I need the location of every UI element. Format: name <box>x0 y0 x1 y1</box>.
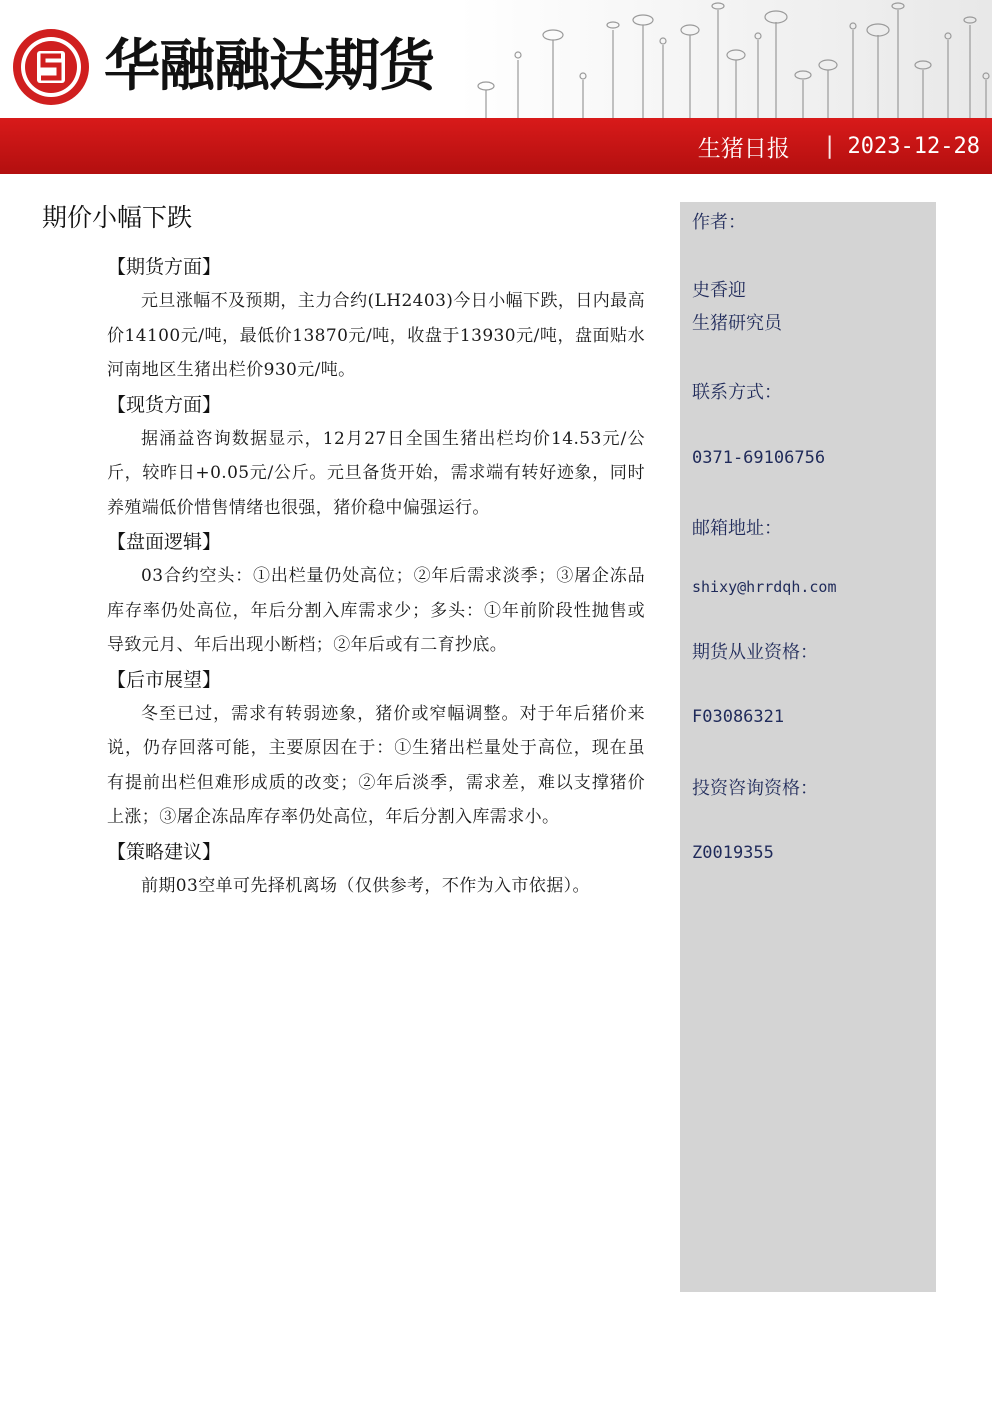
company-name: 华融融达期货 <box>104 34 434 99</box>
report-date: 2023-12-28 <box>847 133 980 159</box>
report-name: 生猪日报 <box>697 135 790 162</box>
contact-value: 0371-69106756 <box>692 448 826 468</box>
email-value: shixy@hrrdqh.com <box>692 578 837 596</box>
section-text: 据涌益咨询数据显示，12月27日全国生猪出栏均价14.53元/公斤，较昨日+0.05元/公斤。元旦备货开始，需求端有转好迹象，同时养殖端低价惜售情绪也很强，猪价稳中偏强运行。 <box>107 428 645 518</box>
section-text: 03合约空头：①出栏量仍处高位；②年后需求淡季；③屠企冻品库存率仍处高位，年后分割入库需求少；多头：①年前阶段性抛售或导致元月、年后出现小断档；②年后或有二育抄底。 <box>107 566 645 655</box>
investment-qualification-label: 投资咨询资格： <box>692 778 818 799</box>
author-title: 生猪研究员 <box>692 313 782 334</box>
email-label: 邮箱地址： <box>692 518 782 539</box>
section-text: 元旦涨幅不及预期，主力合约(LH2403)今日小幅下跌，日内最高价14100元/吨，最低价13870元/吨，收盘于13930元/吨，盘面贴水河南地区生猪出栏价930元/吨。 <box>107 291 645 380</box>
section-futures <box>107 250 645 388</box>
futures-qualification-label: 期货从业资格： <box>692 642 818 663</box>
section-logic <box>107 525 645 663</box>
section-heading: 【盘面逻辑】 <box>107 531 222 553</box>
report-title: 期价小幅下跌 <box>42 203 193 232</box>
investment-qualification-value: Z0019355 <box>692 843 774 863</box>
section-text: 冬至已过，需求有转弱迹象，猪价或窄幅调整。对于年后猪价来说，仍存回落可能，主要原因在于：①生猪出栏量处于高位，现在虽有提前出栏但难形成质的改变；②年后淡季，需求差，难以支撑猪价上涨；③屠企冻品库存率仍处高位，年后分割入库需求小。 <box>107 703 645 827</box>
header-decoration <box>458 0 992 118</box>
section-heading: 【期货方面】 <box>107 256 222 278</box>
section-spot <box>107 388 645 526</box>
header-separator: | <box>825 133 834 159</box>
author-sidebar <box>680 202 936 1292</box>
author-label: 作者： <box>692 212 746 233</box>
contact-label: 联系方式： <box>692 382 782 403</box>
section-outlook <box>107 663 645 835</box>
header-band <box>0 118 992 174</box>
section-strategy <box>107 835 645 904</box>
company-logo-icon <box>10 26 92 108</box>
futures-qualification-value: F03086321 <box>692 707 785 727</box>
section-text: 前期03空单可先择机离场（仅供参考，不作为入市依据）。 <box>141 875 590 896</box>
company-logo <box>10 26 434 108</box>
report-body <box>107 250 645 903</box>
section-heading: 【后市展望】 <box>107 668 222 691</box>
section-heading: 【策略建议】 <box>107 840 222 863</box>
author-name: 史香迎 <box>692 280 746 301</box>
section-heading: 【现货方面】 <box>107 393 222 416</box>
